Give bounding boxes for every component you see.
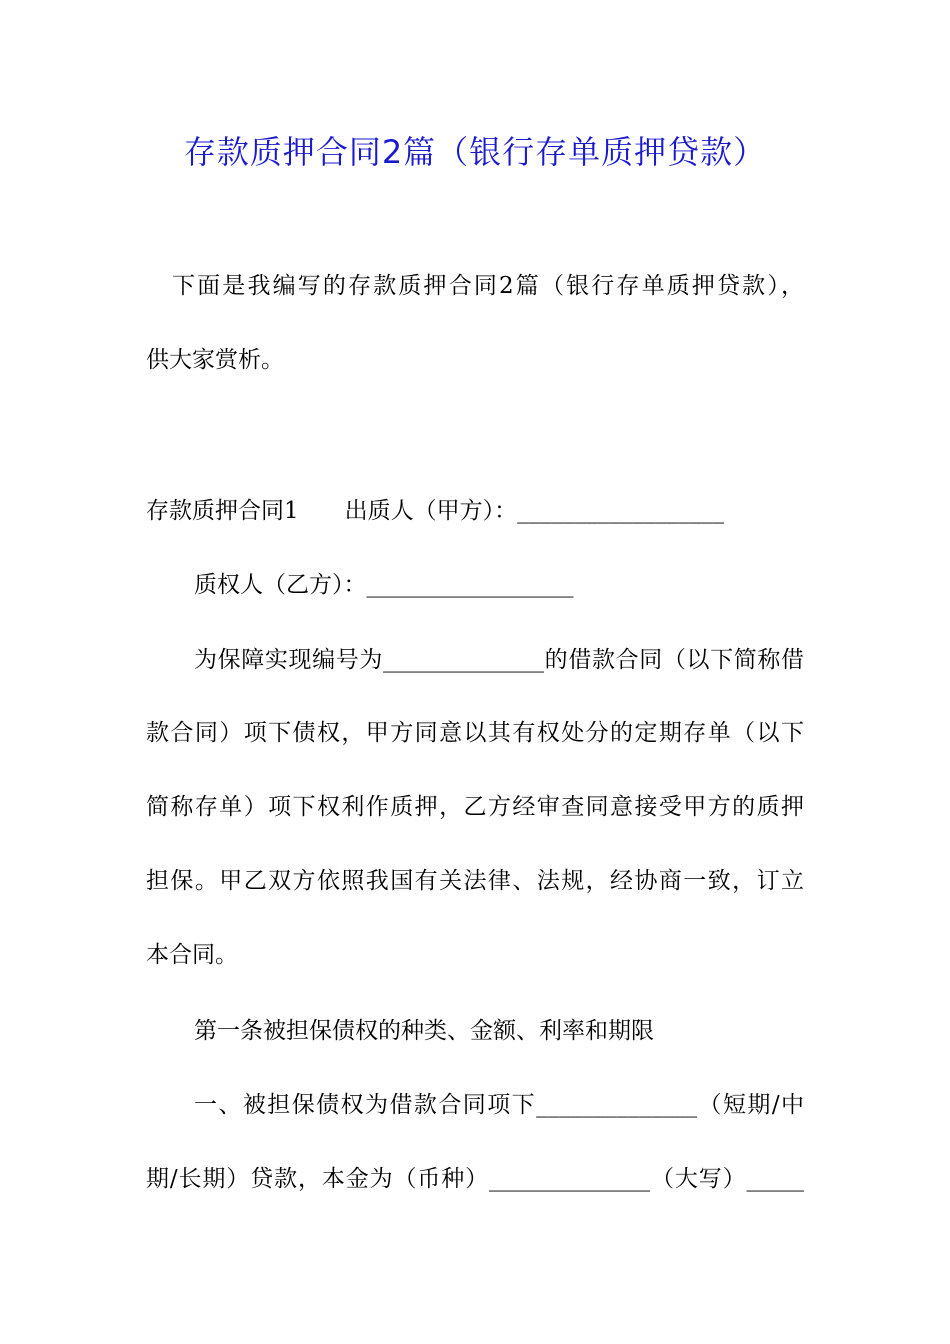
paragraph1-line-1: 为保障实现编号为______________的借款合同（以下简称借 — [194, 647, 804, 673]
paragraph1-line-4: 担保。甲乙双方依照我国有关法律、法规，经协商一致，订立 — [146, 868, 804, 894]
intro-line-1: 下面是我编写的存款质押合同2篇（银行存单质押贷款）， — [172, 273, 804, 299]
contract1-heading-line: 存款质押合同1 出质人（甲方）：__________________ — [146, 498, 725, 524]
paragraph1-line-2: 款合同）项下债权，甲方同意以其有权处分的定期存单（以下 — [146, 720, 804, 746]
document-title: 存款质押合同2篇（银行存单质押贷款） — [183, 133, 767, 171]
article1-heading: 第一条被担保债权的种类、金额、利率和期限 — [194, 1018, 654, 1044]
article1-line-1: 一、被担保债权为借款合同项下______________（短期/中 — [194, 1092, 804, 1118]
paragraph1-line-3: 简称存单）项下权利作质押，乙方经审查同意接受甲方的质押 — [146, 794, 804, 820]
intro-line-2: 供大家赏析。 — [146, 347, 284, 373]
article1-line-2: 期/长期）贷款，本金为（币种）______________（大写）_____ — [146, 1166, 804, 1192]
pledgee-line: 质权人（乙方）：__________________ — [194, 572, 574, 598]
paragraph1-line-5: 本合同。 — [146, 942, 238, 968]
